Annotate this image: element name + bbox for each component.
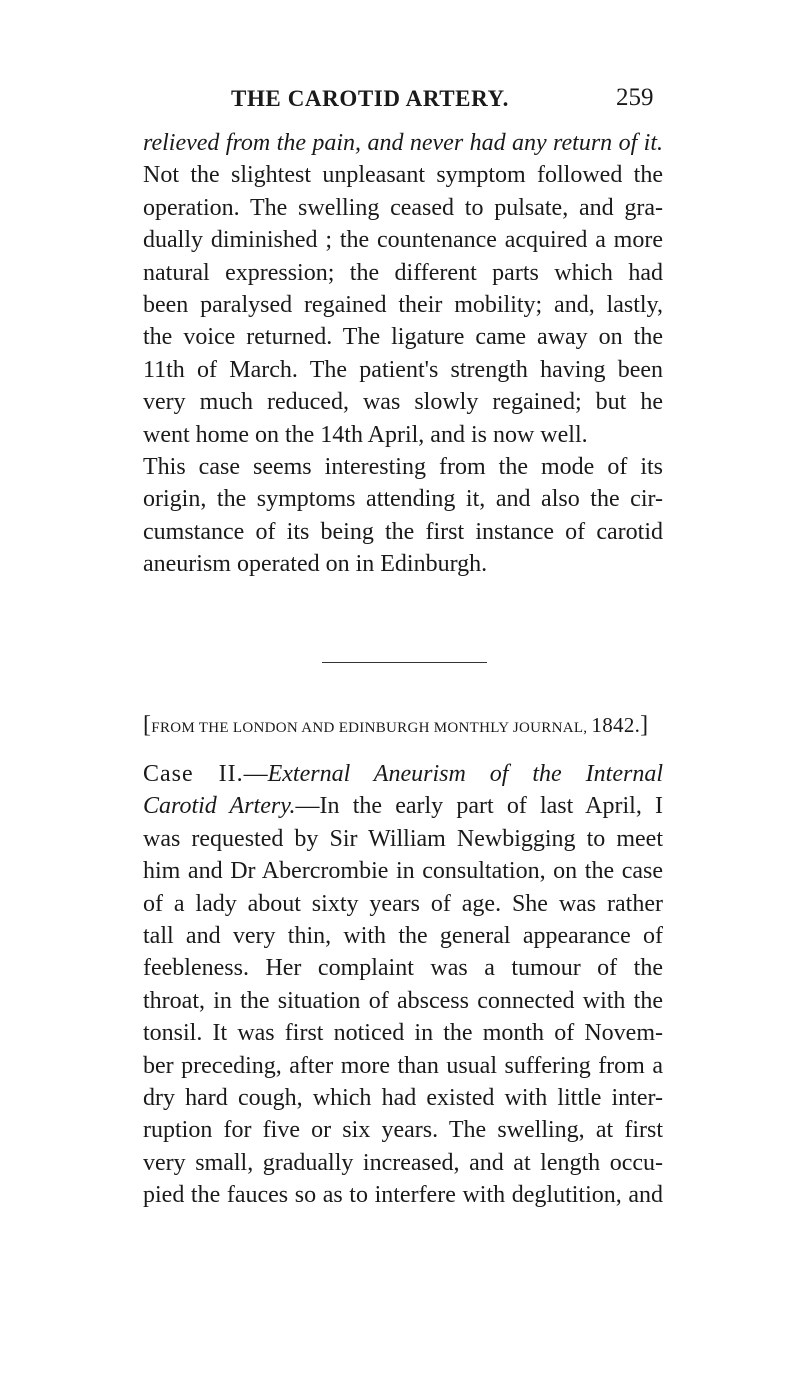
- text-line: 11th of March. The patient's strength having been: [143, 356, 663, 383]
- text-line: ber preceding, after more than usual suffering from a: [143, 1052, 663, 1079]
- text-line: dually diminished ; the countenance acquired a more: [143, 227, 663, 254]
- text-line: origin, the symptoms attending it, and also the cir-: [143, 486, 663, 513]
- text-line: of a lady about sixty years of age. She was rather: [143, 890, 663, 917]
- text-line: pied the fauces so as to interfere with deglutition, and: [143, 1182, 663, 1209]
- text-line: very small, gradually increased, and at length occu-: [143, 1149, 663, 1176]
- text-line: tonsil. It was first noticed in the month of Novem-: [143, 1020, 663, 1047]
- text-line: aneurism operated on in Edinburgh.: [143, 551, 488, 578]
- case-title-cont: Carotid Artery.: [143, 793, 296, 820]
- case-title: External Aneurism of the Internal: [267, 761, 663, 787]
- text-line: Not the slightest unpleasant symptom followed the: [143, 162, 663, 189]
- text-line: throat, in the situation of abscess connected with the: [143, 987, 663, 1014]
- text-line: been paralysed regained their mobility; and, lastly,: [143, 292, 663, 319]
- case-label: Case II.: [143, 761, 244, 787]
- case-heading-line: Carotid Artery.—In the early part of last April, I: [143, 793, 663, 820]
- text-line: natural expression; the different parts which had: [143, 259, 663, 286]
- text-line: was requested by Sir William Newbigging to meet: [143, 825, 663, 852]
- text-line: operation. The swelling ceased to pulsate, and gra-: [143, 194, 663, 221]
- text-line: him and Dr Abercrombie in consultation, on the case: [143, 858, 663, 885]
- text-line: relieved from the pain, and never had any return of it.: [143, 130, 663, 156]
- text-line: dry hard cough, which had existed with little inter-: [143, 1085, 663, 1112]
- page-number: 259: [616, 84, 654, 111]
- text-line: feebleness. Her complaint was a tumour of the: [143, 955, 663, 982]
- text-line: went home on the 14th April, and is now well.: [143, 421, 588, 448]
- running-head: THE CAROTID ARTERY.: [231, 86, 509, 111]
- text-line: cumstance of its being the first instance of carotid: [143, 518, 663, 545]
- case-two: [143, 758, 663, 1212]
- section-divider: [322, 662, 487, 663]
- case-one-conclusion: [143, 127, 663, 581]
- case-heading-line: Case II.—External Aneurism of the Internal: [143, 761, 663, 787]
- text-line: the voice returned. The ligature came away on the: [143, 324, 663, 351]
- text-line: tall and very thin, with the general appearance of: [143, 923, 663, 950]
- text-line: This case seems interesting from the mode of its: [143, 454, 663, 481]
- source-citation: [FROM THE LONDON AND EDINBURGH MONTHLY JOURNAL, 1842.]: [143, 712, 649, 738]
- text-line: very much reduced, was slowly regained; but he: [143, 389, 663, 416]
- text-line: ruption for five or six years. The swelling, at first: [143, 1117, 663, 1144]
